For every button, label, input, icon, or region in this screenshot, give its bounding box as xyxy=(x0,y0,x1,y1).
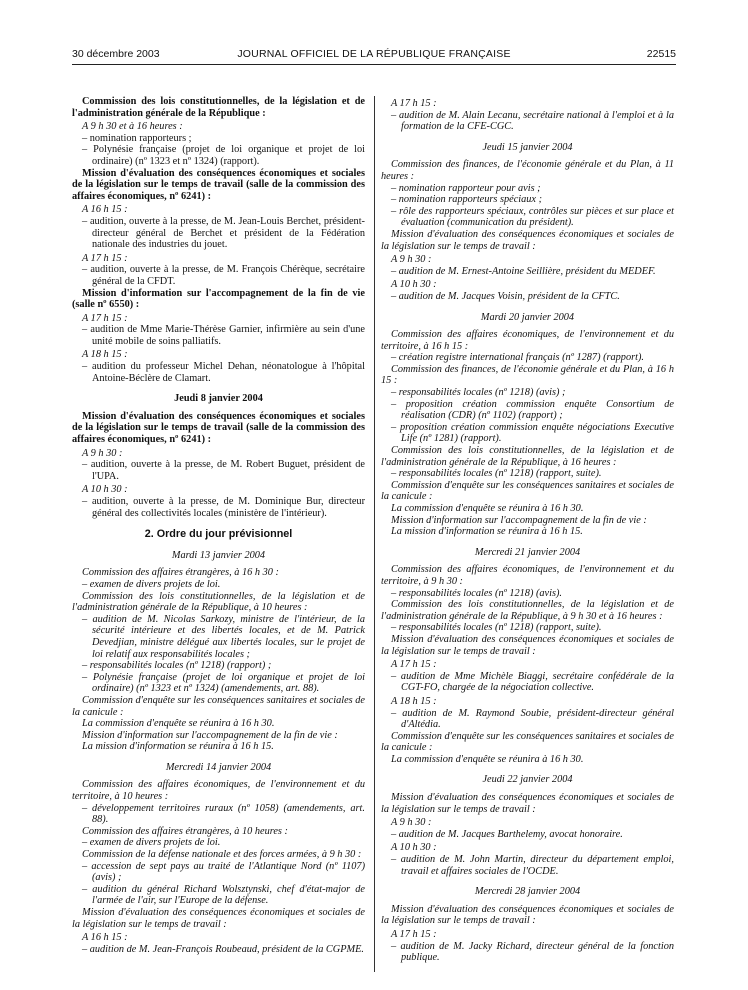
left-column xyxy=(72,96,365,955)
session-time: A 9 h 30 : xyxy=(391,254,432,266)
agenda-item: – responsabilités locales (nº 1218) (rapport, suite). xyxy=(391,468,602,480)
committee-heading: Commission des lois constitutionnelles, de la législation et de l'administration générale de la République, à 10 heures : xyxy=(72,590,365,614)
committee-heading: Commission des lois constitutionnelles, de la législation et de l'administration générale de la République, à 9 h 30 et à 16 heures : xyxy=(381,599,674,622)
agenda-item: – responsabilités locales (nº 1218) (rapport) ; xyxy=(82,660,272,672)
agenda-item: – Polynésie française (projet de loi organique et projet de loi ordinaire) (nº 1323 et nº 1324) (amendements, art. 88). xyxy=(82,671,365,695)
committee-heading: Commission d'enquête sur les conséquences sanitaires et sociales de la canicule : xyxy=(72,694,365,718)
agenda-item: – proposition création commission enquête négociations Executive Life (nº 1281) (rapport). xyxy=(391,421,674,445)
agenda-item: – audition de Mme Marie-Thérèse Garnier, infirmière au sein d'une unité mobile de soins palliatifs. xyxy=(82,324,365,347)
meeting-note: La mission d'information se réunira à 16 h 15. xyxy=(391,526,583,538)
session-time: A 16 h 15 : xyxy=(82,932,128,944)
agenda-item: – nomination rapporteurs ; xyxy=(82,132,192,144)
date-heading: Mercredi 28 janvier 2004 xyxy=(474,886,581,898)
agenda-item: – responsabilités locales (nº 1218) (rapport, suite). xyxy=(391,622,602,634)
agenda-item: – audition de M. Alain Lecanu, secrétaire national à l'emploi et à la formation de la CFE-CGC. xyxy=(391,109,674,133)
committee-heading: Commission de la défense nationale et des forces armées, à 9 h 30 : xyxy=(82,849,362,861)
session-time: A 17 h 15 : xyxy=(391,929,437,940)
committee-heading: Mission d'évaluation des conséquences économiques et sociales de la législation sur le temps de travail : xyxy=(381,792,674,815)
meeting-note: La mission d'information se réunira à 16 h 15. xyxy=(82,741,274,753)
agenda-item: – développement territoires ruraux (nº 1058) (amendements, art. 88). xyxy=(82,802,365,826)
session-time: A 17 h 15 : xyxy=(82,252,128,264)
agenda-item: – nomination rapporteur pour avis ; xyxy=(391,182,541,194)
committee-heading: Mission d'information sur l'accompagnement de la fin de vie (salle nº 6550) : xyxy=(72,287,365,311)
date-heading: Mardi 20 janvier 2004 xyxy=(480,311,575,323)
committee-heading: Mission d'évaluation des conséquences économiques et sociales de la législation sur le temps de travail : xyxy=(381,228,674,252)
meeting-note: La commission d'enquête se réunira à 16 h 30. xyxy=(391,753,584,765)
agenda-item: – audition, ouverte à la presse, de M. Jean-Louis Berchet, président-directeur général de Berchet et président de la Fédération nationale des industries du jouet. xyxy=(82,215,365,251)
agenda-item: – audition de M. Raymond Soubie, président-directeur général d'Altédia. xyxy=(391,707,674,731)
agenda-item: – audition de M. Ernest-Antoine Seillière, président du MEDEF. xyxy=(391,265,656,277)
date-heading: Mardi 13 janvier 2004 xyxy=(171,549,266,561)
page-header xyxy=(72,46,676,66)
agenda-item: – audition du professeur Michel Dehan, néonatologue à l'hôpital Antoine-Béclère de Clamart. xyxy=(82,361,365,384)
committee-heading: Commission des lois constitutionnelles, de la législation et de l'administration générale de la République : xyxy=(72,96,365,119)
agenda-item: – audition de M. John Martin, directeur du département emploi, travail et affaires sociales de l'OCDE. xyxy=(391,854,674,877)
column-divider xyxy=(374,96,375,972)
header-date: 30 décembre 2003 xyxy=(72,48,160,60)
agenda-item: – audition de M. Jean-François Roubeaud, président de la CGPME. xyxy=(82,943,364,955)
agenda-item: – responsabilités locales (nº 1218) (avis) ; xyxy=(391,387,566,399)
session-time: A 17 h 15 : xyxy=(391,98,437,109)
agenda-item: – Polynésie française (projet de loi organique et projet de loi ordinaire) (nº 1323 et nº 1324) (rapport). xyxy=(82,144,365,167)
date-heading: Mercredi 14 janvier 2004 xyxy=(165,761,272,773)
committee-heading: Mission d'évaluation des conséquences économiques et sociales de la législation sur le temps de travail : xyxy=(381,633,674,657)
agenda-item: – audition de M. Nicolas Sarkozy, ministre de l'intérieur, de la sécurité intérieure et des libertés locales, et de M. Patrick Devedjian, ministre délégué aux libertés locales, sur le projet de loi relatif aux responsabilités locales ; xyxy=(82,613,365,660)
committee-heading: Mission d'évaluation des conséquences économiques et sociales de la législation sur le temps de travail (salle de la commission des affaires économiques, nº 6241) : xyxy=(72,167,365,202)
committee-heading: Mission d'évaluation des conséquences économiques et sociales de la législation sur le temps de travail : xyxy=(381,903,674,927)
committee-heading: Mission d'information sur l'accompagnement de la fin de vie : xyxy=(391,514,647,526)
session-time: A 9 h 30 : xyxy=(82,447,123,459)
agenda-item: – examen de divers projets de loi. xyxy=(82,578,221,590)
agenda-item: – responsabilités locales (nº 1218) (avis). xyxy=(391,587,562,599)
committee-heading: Commission des affaires étrangères, à 16 h 30 : xyxy=(82,567,279,579)
agenda-item: – audition de Mme Michèle Biaggi, secrétaire confédérale de la CGT-FO, chargée de la négociation collective. xyxy=(391,670,674,694)
session-time: A 9 h 30 : xyxy=(391,817,432,829)
session-time: A 18 h 15 : xyxy=(82,349,128,361)
session-time: A 16 h 15 : xyxy=(82,204,128,216)
session-time: A 10 h 30 : xyxy=(391,279,437,291)
committee-heading: Commission d'enquête sur les conséquences sanitaires et sociales de la canicule : xyxy=(381,479,674,503)
page-number: 22515 xyxy=(646,48,676,60)
date-heading: Jeudi 8 janvier 2004 xyxy=(174,393,263,405)
session-time: A 18 h 15 : xyxy=(391,695,437,707)
agenda-item: – création registre international français (nº 1287) (rapport). xyxy=(391,352,644,364)
session-time: A 9 h 30 et à 16 heures : xyxy=(82,121,183,133)
date-heading: Mercredi 21 janvier 2004 xyxy=(474,546,581,558)
session-time: A 17 h 15 : xyxy=(391,659,437,671)
agenda-item: – audition du général Richard Wolsztynski, chef d'état-major de l'armée de l'air, sur l'Europe de la défense. xyxy=(82,883,365,907)
section-title: 2. Ordre du jour prévisionnel xyxy=(144,528,293,541)
agenda-item: – audition de M. Jacques Voisin, président de la CFTC. xyxy=(391,290,620,302)
committee-heading: Mission d'information sur l'accompagnement de la fin de vie : xyxy=(82,729,338,741)
agenda-item: – accession de sept pays au traité de l'Atlantique Nord (nº 1107) (avis) ; xyxy=(82,860,365,884)
session-time: A 10 h 30 : xyxy=(82,484,128,496)
agenda-item: – nomination rapporteurs spéciaux ; xyxy=(391,194,543,206)
journal-title: JOURNAL OFFICIEL DE LA RÉPUBLIQUE FRANÇAISE xyxy=(237,48,511,60)
right-column xyxy=(381,96,674,964)
committee-heading: Mission d'évaluation des conséquences économiques et sociales de la législation sur le temps de travail (salle de la commission des affaires économiques, nº 6241) : xyxy=(72,410,365,446)
date-heading: Jeudi 22 janvier 2004 xyxy=(482,774,573,786)
committee-heading: Commission des finances, de l'économie générale et du Plan, à 16 h 15 : xyxy=(381,363,674,387)
committee-heading: Commission des affaires économiques, de l'environnement et du territoire, à 10 heures : xyxy=(72,779,365,803)
date-heading: Jeudi 15 janvier 2004 xyxy=(482,141,573,153)
session-time: A 10 h 30 : xyxy=(391,842,437,854)
committee-heading: Commission des affaires économiques, de l'environnement et du territoire, à 16 h 15 : xyxy=(381,329,674,352)
meeting-note: La commission d'enquête se réunira à 16 h 30. xyxy=(82,718,275,730)
agenda-item: – audition, ouverte à la presse, de M. Dominique Bur, directeur général des collectivités locales (ministère de l'intérieur). xyxy=(82,496,365,519)
committee-heading: Commission des lois constitutionnelles, de la législation et de l'administration générale de la République, à 16 heures : xyxy=(381,445,674,468)
committee-heading: Commission d'enquête sur les conséquences sanitaires et sociales de la canicule : xyxy=(381,730,674,754)
committee-heading: Commission des finances, de l'économie générale et du Plan, à 11 heures : xyxy=(381,159,674,182)
agenda-item: – audition, ouverte à la presse, de M. François Chérèque, secrétaire général de la CFDT. xyxy=(82,264,365,287)
agenda-item: – rôle des rapporteurs spéciaux, contrôles sur pièces et sur place et évaluation (communication du président). xyxy=(391,205,674,229)
session-time: A 17 h 15 : xyxy=(82,312,128,324)
committee-heading: Mission d'évaluation des conséquences économiques et sociales de la législation sur le temps de travail : xyxy=(72,907,365,930)
agenda-item: – examen de divers projets de loi. xyxy=(82,837,221,849)
committee-heading: Commission des affaires économiques, de l'environnement et du territoire, à 9 h 30 : xyxy=(381,564,674,587)
agenda-item: – audition de M. Jacky Richard, directeur général de la fonction publique. xyxy=(391,940,674,964)
header-rule xyxy=(72,64,676,65)
agenda-item: – audition de M. Jacques Barthelemy, avocat honoraire. xyxy=(391,828,623,840)
committee-heading: Commission des affaires étrangères, à 10 heures : xyxy=(82,825,288,837)
agenda-item: – proposition création commission enquête Consortium de réalisation (CDR) (nº 1102) (rapport) ; xyxy=(391,398,674,422)
agenda-item: – audition, ouverte à la presse, de M. Robert Buguet, président de l'UPA. xyxy=(82,459,365,482)
meeting-note: La commission d'enquête se réunira à 16 h 30. xyxy=(391,503,584,514)
